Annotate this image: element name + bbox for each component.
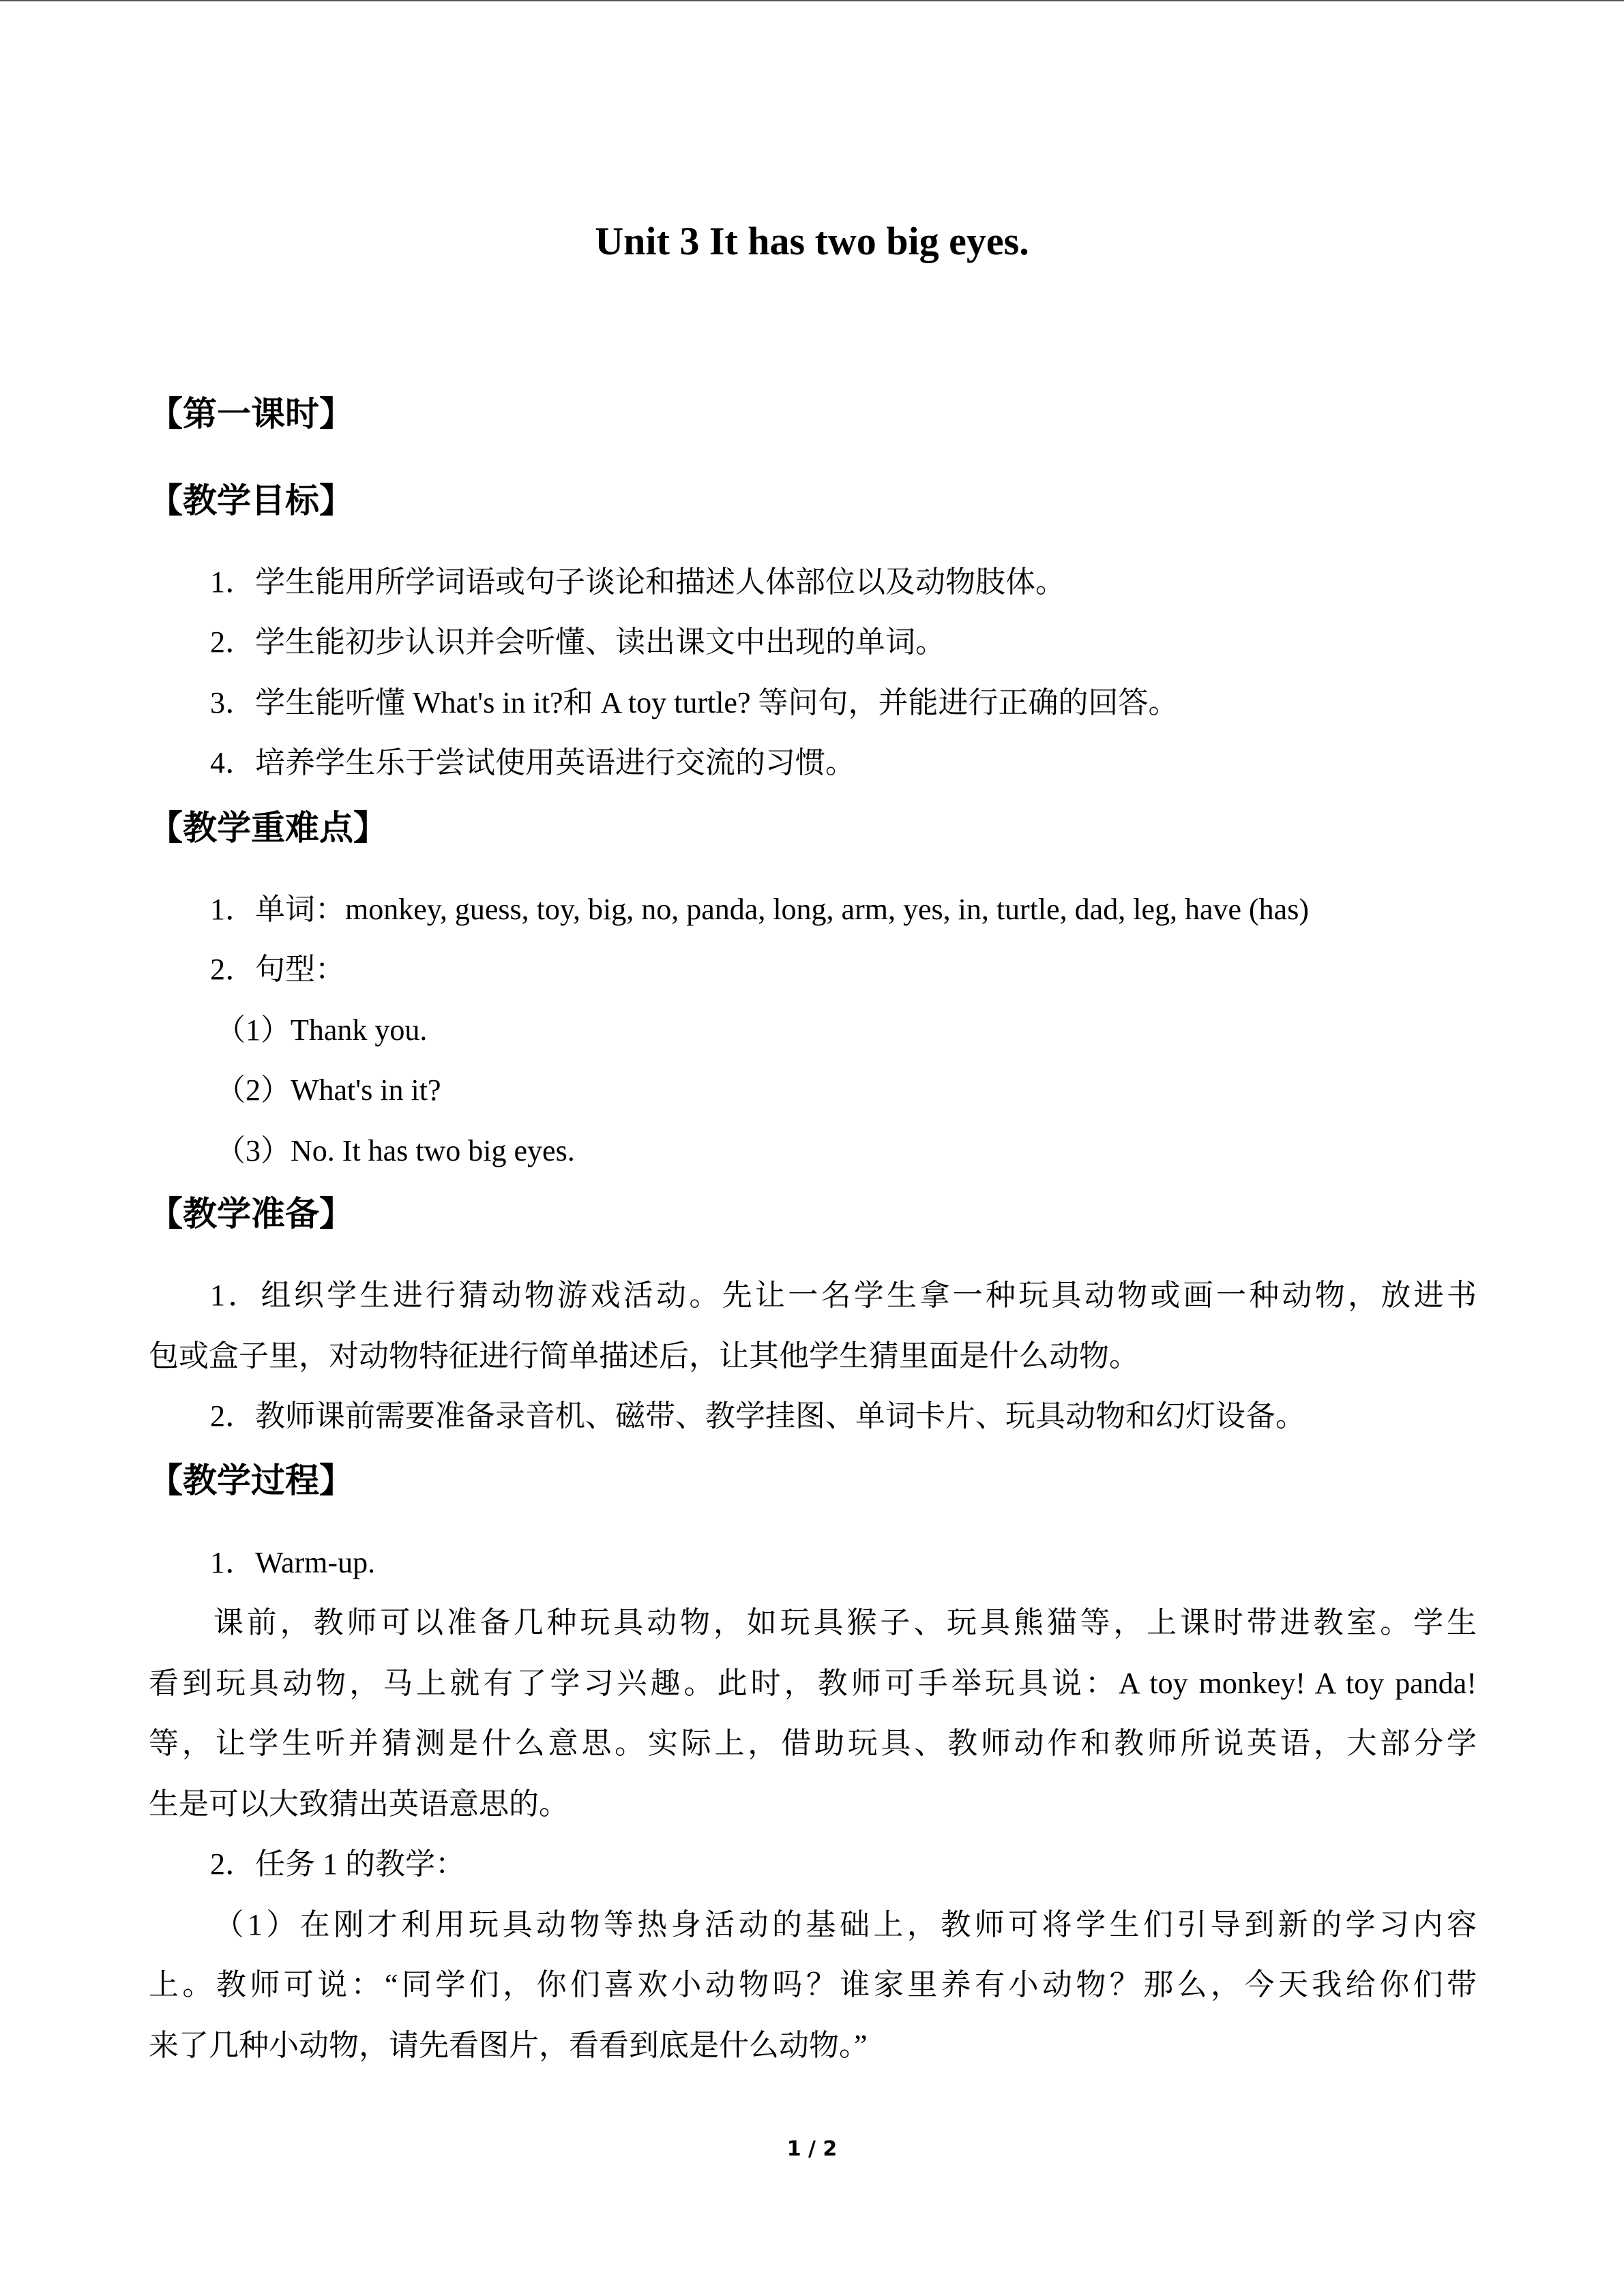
sentence-pattern-item: （1）Thank you.: [216, 1013, 428, 1047]
objective-item: 4．培养学生乐于尝试使用英语进行交流的习惯。: [210, 746, 855, 779]
preparation-item-1-line-2: 包或盒子里，对动物特征进行简单描述后，让其他学生猜里面是什么动物。: [149, 1339, 1139, 1373]
process-heading: 【教学过程】: [149, 1461, 353, 1500]
objective-item: 2．学生能初步认识并会听懂、读出课文中出现的单词。: [210, 625, 945, 659]
warm-up-paragraph-line: 看到玩具动物，马上就有了学习兴趣。此时，教师可手举玩具说：A toy monkey! A toy panda!: [149, 1667, 1477, 1700]
task-1-paragraph-line: （1）在刚才利用玩具动物等热身活动的基础上，教师可将学生们引导到新的学习内容: [210, 1908, 1477, 1941]
objectives-heading: 【教学目标】: [149, 481, 353, 520]
task-1-label: 2．任务 1 的教学：: [210, 1847, 465, 1881]
sentence-pattern-item: （2）What's in it?: [216, 1073, 441, 1107]
warm-up-paragraph-line: 生是可以大致猜出英语意思的。: [149, 1787, 569, 1821]
objective-item: 3．学生能听懂 What's in it?和 A toy turtle? 等问句，并能进行正确的回答。: [210, 686, 1179, 719]
warm-up-paragraph-line: 课前，教师可以准备几种玩具动物，如玩具猴子、玩具熊猫等，上课时带进教室。学生: [210, 1606, 1477, 1639]
period-heading: 【第一课时】: [149, 394, 353, 434]
sentence-patterns-label: 2．句型：: [210, 953, 345, 986]
warm-up-paragraph-line: 等，让学生听并猜测是什么意思。实际上，借助玩具、教师动作和教师所说英语，大部分学: [149, 1727, 1477, 1760]
preparation-item-2: 2．教师课前需要准备录音机、磁带、教学挂图、单词卡片、玩具动物和幻灯设备。: [210, 1399, 1305, 1433]
objective-item: 1．学生能用所学词语或句子谈论和描述人体部位以及动物肢体。: [210, 565, 1065, 599]
key-points-heading: 【教学重难点】: [149, 808, 387, 848]
key-words-line: 1．单词：monkey, guess, toy, big, no, panda, long, arm, yes, in, turtle, dad, leg, have (has): [210, 893, 1309, 926]
task-1-paragraph-line: 来了几种小动物，请先看图片，看看到底是什么动物。”: [149, 2029, 868, 2062]
task-1-paragraph-line: 上。教师可说：“同学们，你们喜欢小动物吗？谁家里养有小动物？那么，今天我给你们带: [149, 1968, 1477, 2001]
preparation-heading: 【教学准备】: [149, 1194, 353, 1234]
page-number: 1 / 2: [786, 2137, 838, 2161]
document-title: Unit 3 It has two big eyes.: [595, 219, 1029, 263]
preparation-item-1-line-1: 1．组织学生进行猜动物游戏活动。先让一名学生拿一种玩具动物或画一种动物，放进书: [210, 1279, 1477, 1312]
warm-up-label: 1．Warm-up.: [210, 1546, 376, 1579]
sentence-pattern-item: （3）No. It has two big eyes.: [216, 1134, 575, 1167]
